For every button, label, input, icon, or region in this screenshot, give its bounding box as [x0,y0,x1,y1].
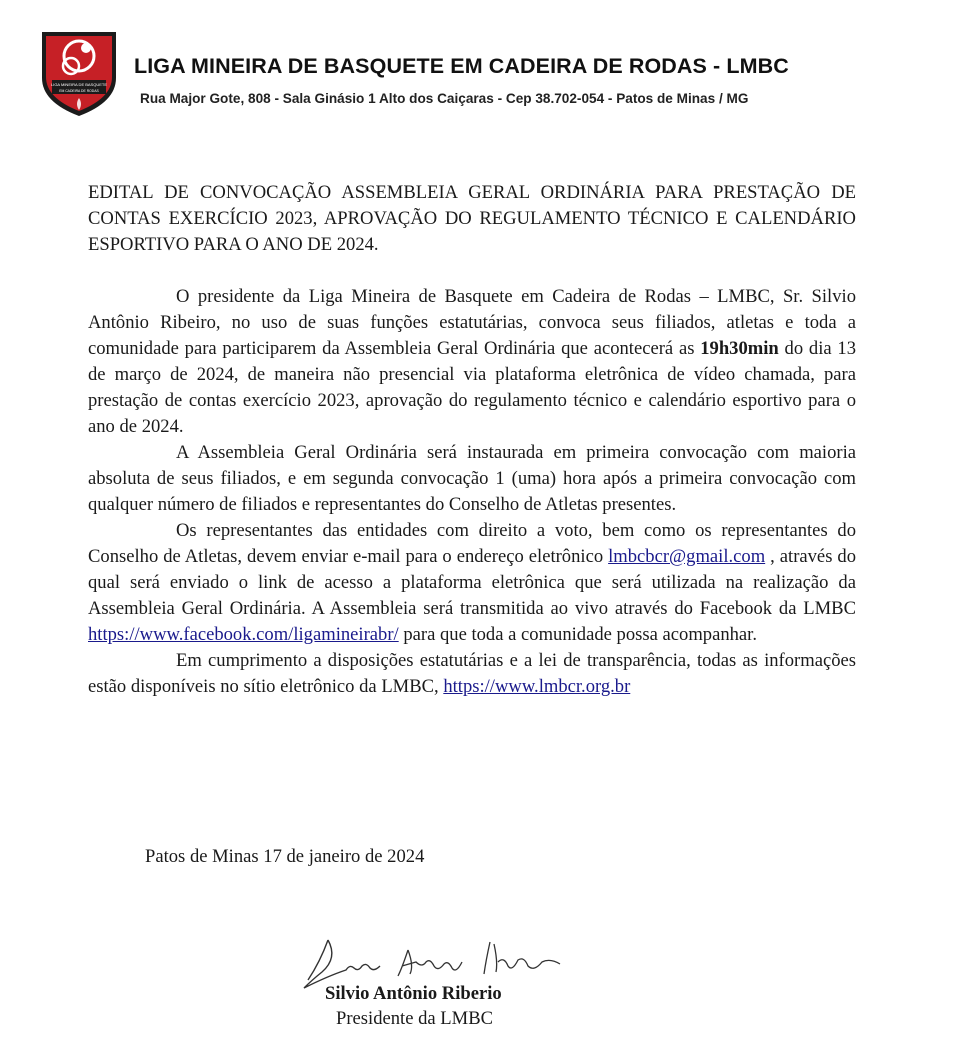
paragraph-3-text-a: Os representantes das entidades com direito a voto, bem como os representantes do Conselho de Atletas, devem enviar e-mail para o endereço eletrônico [88,520,856,567]
paragraph-3-text-c: para que toda a comunidade possa acompanhar. [398,624,757,645]
organization-address: Rua Major Gote, 808 - Sala Ginásio 1 Alto dos Caiçaras - Cep 38.702-054 - Patos de Minas / MG [140,91,749,106]
paragraph-1-text-a: O presidente da Liga Mineira de Basquete em Cadeira de Rodas – LMBC, Sr. Silvio Antônio Ribeiro, no uso de suas funções estatutárias, convoca seus filiados, atletas e toda a comunidade para participarem da Assembleia Geral Ordinária que acontecerá as [88,286,856,359]
paragraph-3 [88,518,856,648]
paragraph-2: A Assembleia Geral Ordinária será instaurada em primeira convocação com maioria absoluta de seus filiados, e em segunda convocação 1 (uma) hora após a primeira convocação com qualquer número de filiados e representantes do Conselho de Atletas presentes. [88,442,856,515]
document-body [88,180,856,700]
organization-name: LIGA MINEIRA DE BASQUETE EM CADEIRA DE RODAS - LMBC [134,54,789,78]
facebook-link[interactable]: https://www.facebook.com/ligamineirabr/ [88,624,399,645]
svg-text:EM CADEIRA DE RODAS: EM CADEIRA DE RODAS [59,89,99,93]
meeting-time: 19h30min [700,338,779,359]
paragraph-3-text-b: , através do qual será enviado o link de acesso a plataforma eletrônica que será utilizada na realização da Assembleia Geral Ordinária. A Assembleia será transmitida ao vivo através do Facebook da LMBC [88,546,856,619]
lmbc-logo [38,26,120,118]
paragraph-4-text: Em cumprimento a disposições estatutárias e a lei de transparência, todas as informações estão disponíveis no sítio eletrônico da LMBC, [88,650,856,697]
email-link[interactable]: lmbcbcr@gmail.com [608,546,766,567]
place-date: Patos de Minas 17 de janeiro de 2024 [145,846,425,867]
paragraph-1-text-b: do dia 13 de março de 2024, de maneira não presencial via plataforma eletrônica de vídeo chamada, para prestação de contas exercício 2023, aprovação do regulamento técnico e calendário esportivo para o ano de 2024. [88,338,856,437]
signer-name: Silvio Antônio Riberio [325,983,502,1004]
paragraph-1 [88,284,856,440]
signer-role: Presidente da LMBC [336,1008,493,1029]
svg-text:LIGA MINEIRA DE BASQUETE: LIGA MINEIRA DE BASQUETE [50,82,108,87]
document-title: EDITAL DE CONVOCAÇÃO ASSEMBLEIA GERAL ORDINÁRIA PARA PRESTAÇÃO DE CONTAS EXERCÍCIO 2023, APROVAÇÃO DO REGULAMENTO TÉCNICO E CALENDÁRIO ESPORTIVO PARA O ANO DE 2024. [88,182,856,255]
paragraph-4 [88,648,856,700]
website-link[interactable]: https://www.lmbcr.org.br [443,676,631,697]
